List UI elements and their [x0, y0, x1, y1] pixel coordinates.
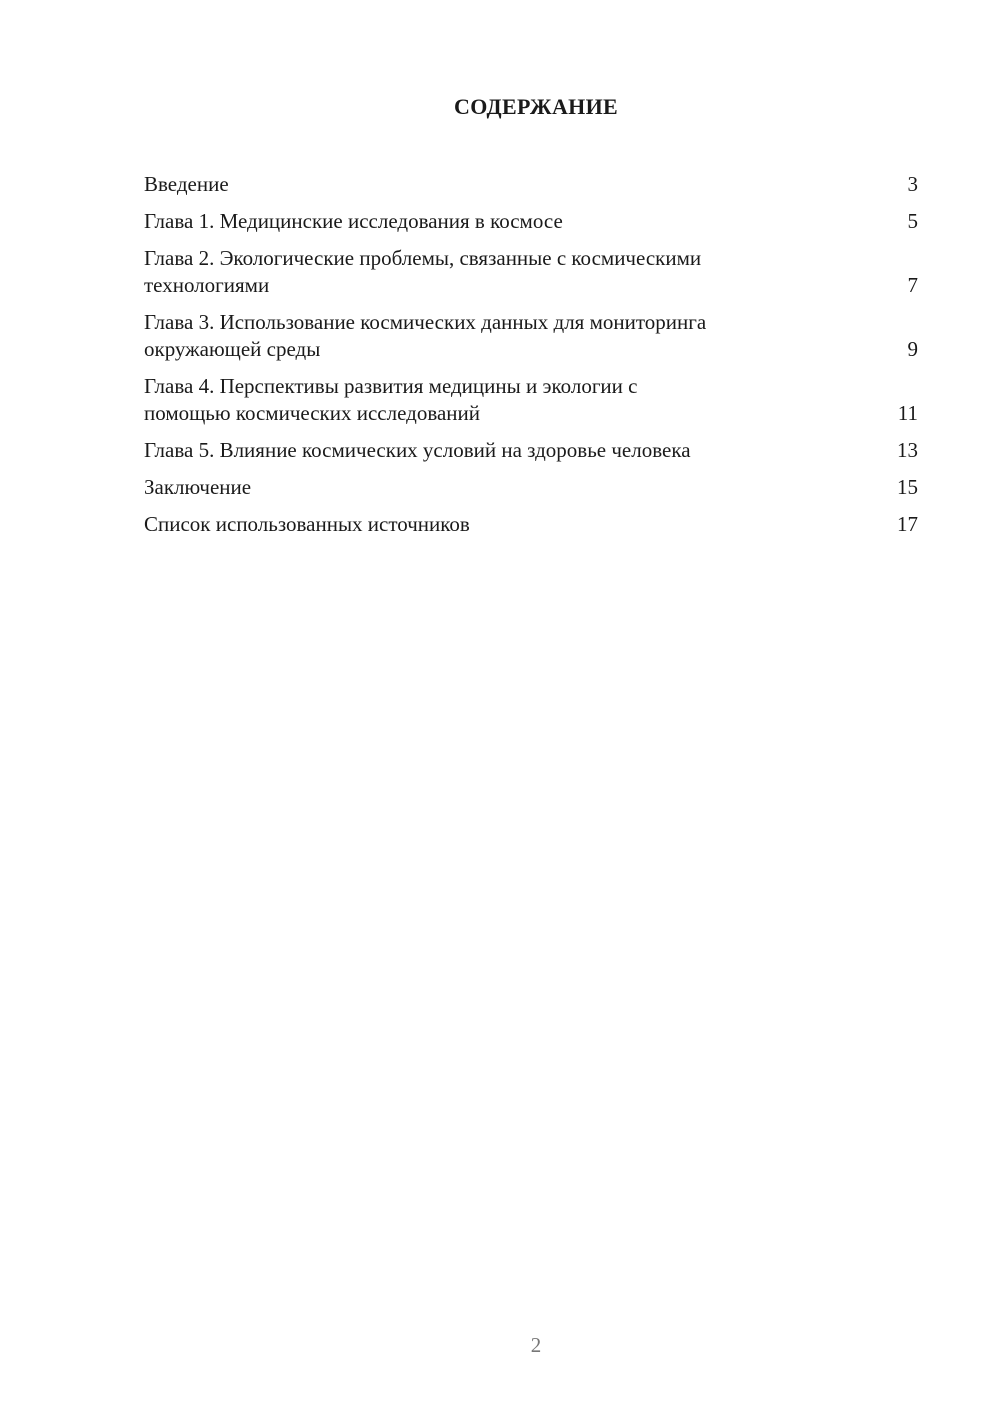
toc-entry-title: Список использованных источников [144, 512, 470, 536]
toc-entry-chapter-3 [144, 309, 918, 363]
toc-entry-chapter-4 [144, 373, 918, 427]
toc-entry-title: Глава 4. Перспективы развития медицины и экологии с помощью космических исследований [144, 374, 638, 425]
toc-entry-introduction [144, 171, 918, 198]
toc-entry-page: 5 [907, 209, 918, 233]
toc-entry-conclusion [144, 474, 918, 501]
toc-entry-page: 15 [897, 475, 918, 499]
toc-entry-chapter-2 [144, 245, 918, 299]
toc-entry-title: Глава 3. Использование космических данных для мониторинга окружающей среды [144, 310, 707, 361]
toc-entry-title: Заключение [144, 475, 252, 499]
table-of-contents [144, 171, 918, 548]
page-number: 2 [530, 1333, 542, 1357]
toc-entry-chapter-5 [144, 437, 918, 464]
toc-entry-page: 13 [897, 438, 918, 462]
toc-entry-page: 11 [897, 401, 918, 425]
toc-entry-title: Глава 2. Экологические проблемы, связанные с космическими технологиями [144, 246, 702, 297]
toc-entry-title: Введение [144, 172, 229, 196]
toc-entry-page: 3 [907, 172, 918, 196]
toc-entry-title: Глава 1. Медицинские исследования в космосе [144, 209, 563, 233]
toc-entry-title: Глава 5. Влияние космических условий на здоровье человека [144, 438, 691, 462]
toc-entry-chapter-1 [144, 208, 918, 235]
page-title: СОДЕРЖАНИЕ [454, 94, 618, 119]
toc-entry-page: 9 [907, 337, 918, 361]
toc-entry-references [144, 511, 918, 538]
toc-entry-page: 7 [907, 273, 918, 297]
toc-entry-page: 17 [897, 512, 918, 536]
